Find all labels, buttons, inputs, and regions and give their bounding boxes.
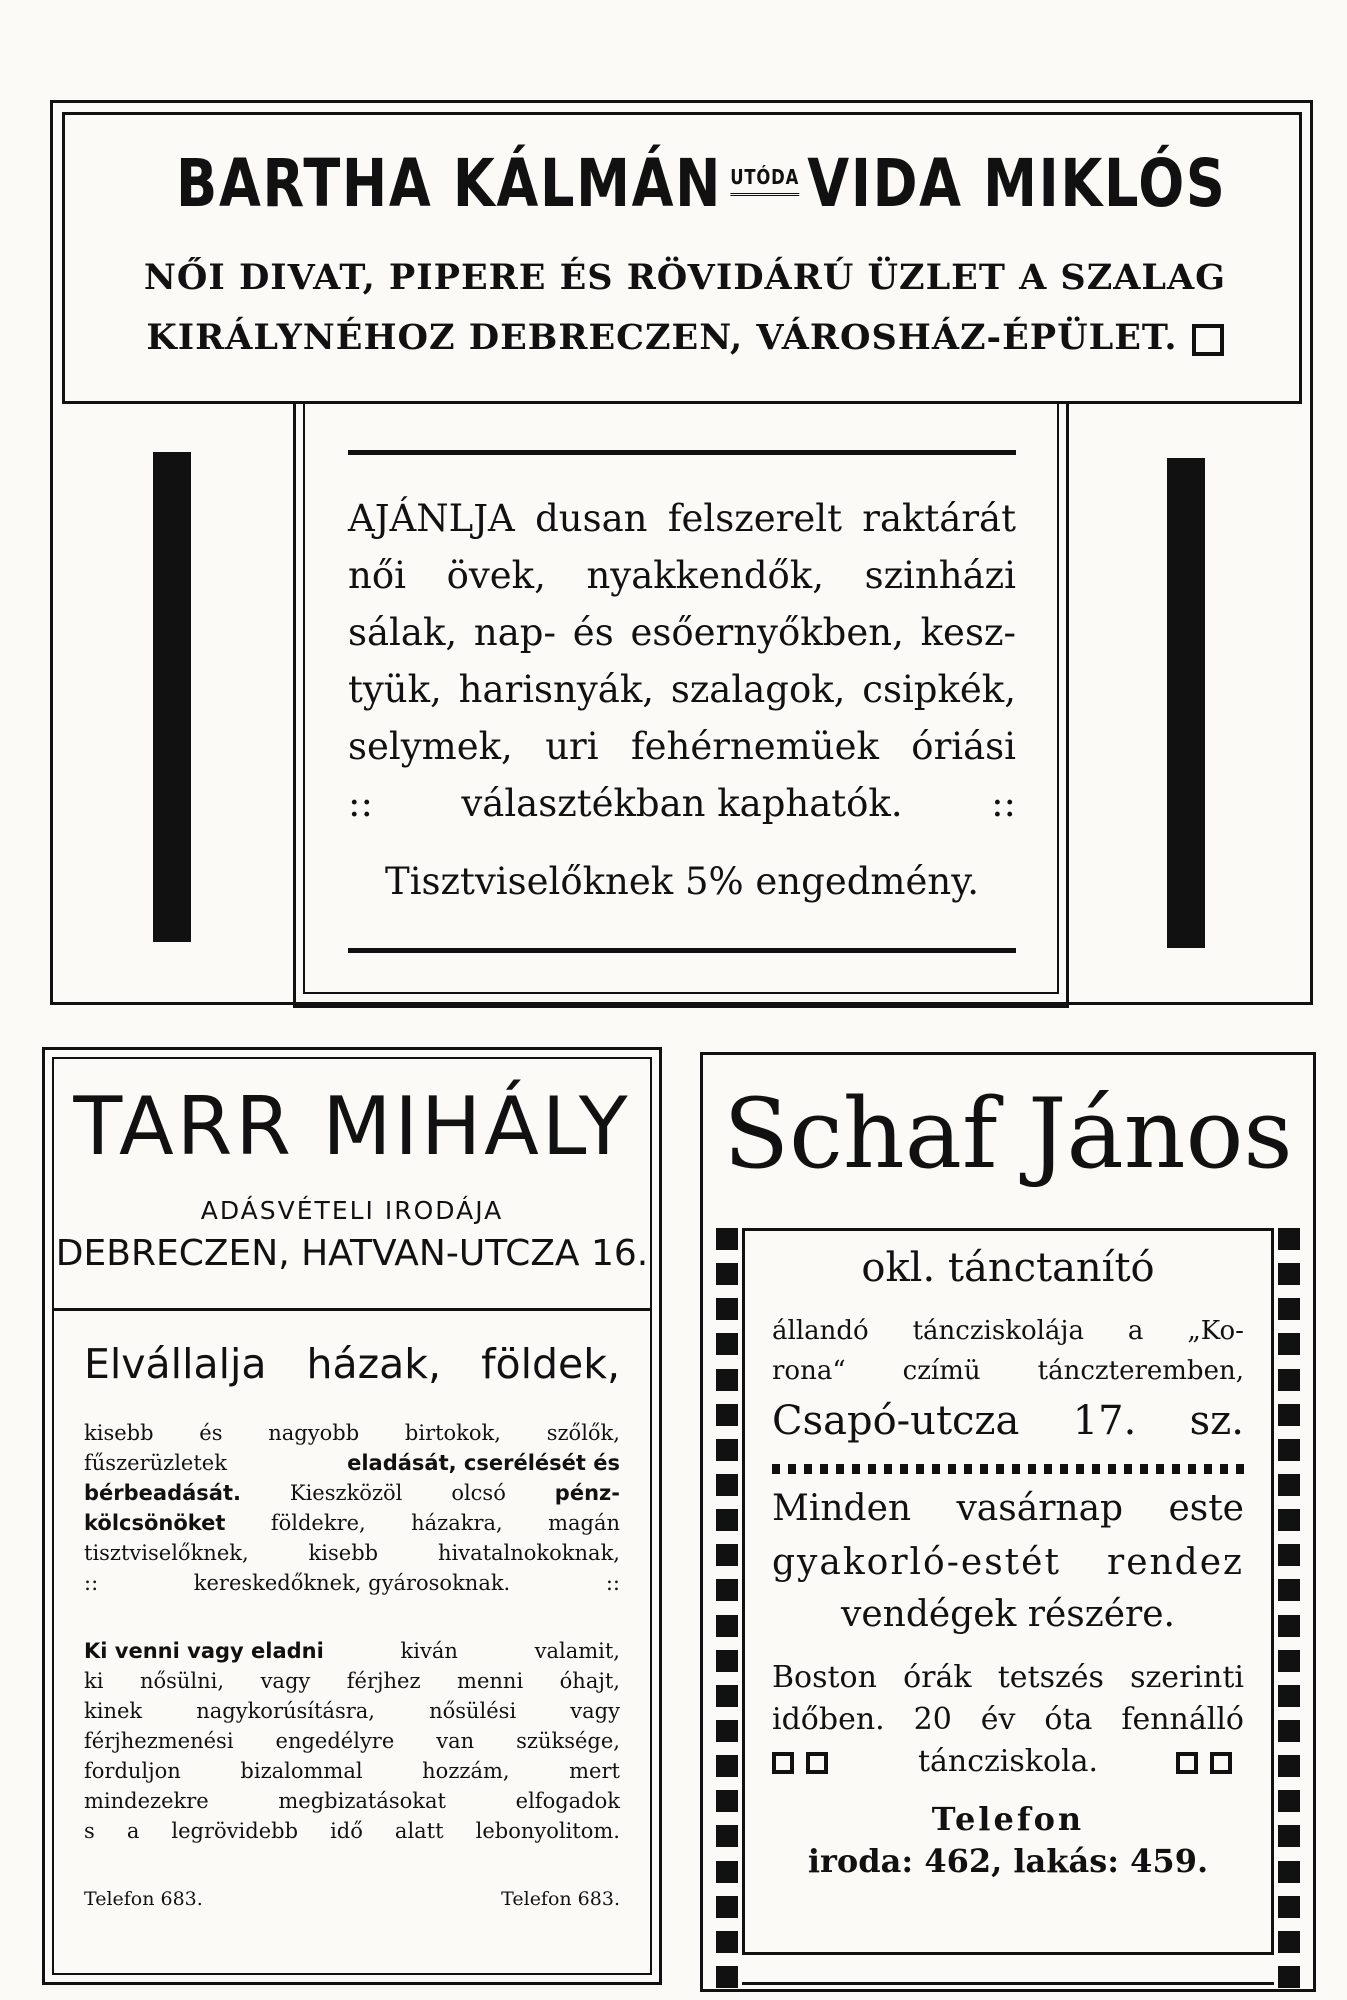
black-square-icon: [716, 1896, 738, 1918]
tarr-subtitle: ADÁSVÉTELI IRODÁJA: [200, 1196, 504, 1225]
black-square-icon: [716, 1474, 738, 1496]
schaf-title: Schaf János: [723, 1078, 1293, 1190]
black-square-icon: [1278, 1790, 1300, 1812]
shop-subtitle-line2: [115, 317, 1255, 358]
schaf-street: Csapó-utcza 17. sz.: [772, 1398, 1244, 1444]
name-left: BARTHA KÁLMÁN: [176, 145, 723, 222]
black-square-icon: [716, 1720, 738, 1742]
square-pair-icon: [1176, 1744, 1244, 1779]
black-square-icon: [716, 1439, 738, 1461]
square-pair-icon: [772, 1744, 840, 1779]
block-column-right: [1274, 1228, 1304, 1988]
name-right: VIDA MIKLÓS: [807, 145, 1227, 222]
discount-note: Tisztviselőknek 5% engedmény.: [385, 860, 979, 903]
black-square-icon: [1278, 1228, 1300, 1250]
schaf-sunday-1: Minden vasárnap este: [772, 1488, 1244, 1529]
black-square-icon: [1278, 1615, 1300, 1637]
text-line: Ki venni vagy eladni kiván valamit,: [84, 1639, 620, 1663]
black-square-icon: [716, 1579, 738, 1601]
offer-line: :: választékban kaphatók. ::: [348, 782, 1016, 825]
schaf-phone-label: Telefon: [931, 1800, 1085, 1838]
black-square-icon: [1278, 1861, 1300, 1883]
schaf-boston-3: táncziskola.: [772, 1744, 1244, 1779]
black-square-icon: [1278, 1333, 1300, 1355]
schaf-phone-numbers: iroda: 462, lakás: 459.: [807, 1842, 1209, 1880]
dotted-divider: [772, 1464, 1244, 1474]
tarr-title: TARR MIHÁLY: [73, 1080, 631, 1173]
text-line: :: kereskedőknek, gyárosoknak. ::: [84, 1571, 620, 1595]
black-square-icon: [1278, 1685, 1300, 1707]
black-square-icon: [1278, 1579, 1300, 1601]
black-square-icon: [1278, 1263, 1300, 1285]
offer-line: sálak, nap- és esőernyőkben, kesz-: [348, 611, 1016, 654]
black-square-icon: [1278, 1298, 1300, 1320]
tarr-paragraph-1: [84, 1418, 620, 1598]
offer-rule-bottom: [348, 948, 1016, 953]
black-square-icon: [716, 1685, 738, 1707]
black-square-icon: [1278, 1544, 1300, 1566]
text-line: ki nősülni, vagy férjhez menni óhajt,: [84, 1669, 620, 1693]
black-square-icon: [716, 1755, 738, 1777]
text-line: tisztviselőknek, kisebb hivatalnokoknak,: [84, 1541, 620, 1565]
offer-line: női övek, nyakkendők, szinházi: [348, 554, 1016, 597]
text-line: fűszerüzletek eladását, cserélését és: [84, 1451, 620, 1475]
schaf-sunday-2: gyakorló-estét rendez: [772, 1542, 1244, 1583]
shop-subtitle-line1: NŐI DIVAT, PIPERE ÉS RÖVIDÁRÚ ÜZLET A SZALAG: [143, 257, 1227, 298]
black-square-icon: [1278, 1825, 1300, 1847]
black-square-icon: [716, 1650, 738, 1672]
text-line: mindezekre megbizatásokat elfogadok: [84, 1789, 620, 1813]
phone-right: Telefon 683.: [501, 1888, 620, 1910]
black-square-icon: [1278, 1404, 1300, 1426]
black-square-icon: [1278, 1369, 1300, 1391]
successor-label: UTÓDA: [730, 167, 799, 196]
black-square-icon: [716, 1790, 738, 1812]
black-square-icon: [1278, 1720, 1300, 1742]
text-line: bérbeadását. Kieszközöl olcsó pénz-: [84, 1481, 620, 1505]
black-square-icon: [1278, 1650, 1300, 1672]
offer-line: tyük, harisnyák, szalagok, csipkék,: [348, 668, 1016, 711]
black-bar-right: [1167, 458, 1205, 948]
offer-rule-top: [348, 450, 1016, 455]
black-square-icon: [716, 1966, 738, 1988]
text-line: kisebb és nagyobb birtokok, szőlők,: [84, 1421, 620, 1445]
schaf-line-1: állandó táncziskolája a „Ko-: [772, 1316, 1244, 1346]
black-square-icon: [716, 1298, 738, 1320]
text-line: s a legrövidebb idő alatt lebonyolitom.: [84, 1819, 620, 1843]
tarr-paragraph-2: [84, 1636, 620, 1846]
block-column-left: [712, 1228, 742, 1988]
black-square-icon: [716, 1825, 738, 1847]
shop-subtitle-line2-text: KIRÁLYNÉHOZ DEBRECZEN, VÁROSHÁZ-ÉPÜLET.: [146, 317, 1178, 358]
black-square-icon: [716, 1369, 738, 1391]
black-square-icon: [1278, 1509, 1300, 1531]
black-square-icon: [1278, 1931, 1300, 1953]
black-square-icon: [1278, 1474, 1300, 1496]
black-square-icon: [1278, 1439, 1300, 1461]
tarr-headline: Elvállalja házak, földek,: [84, 1340, 620, 1388]
phone-left: Telefon 683.: [84, 1888, 203, 1910]
black-square-icon: [716, 1333, 738, 1355]
tarr-phone-row: [84, 1888, 620, 1910]
black-square-icon: [716, 1509, 738, 1531]
black-square-icon: [716, 1861, 738, 1883]
black-square-icon: [716, 1263, 738, 1285]
black-square-icon: [716, 1228, 738, 1250]
offer-text: [348, 490, 1016, 832]
schaf-line-2: rona“ czímü tánczteremben,: [772, 1356, 1244, 1386]
bartha-vida-header: [62, 112, 1302, 404]
offer-line: AJÁNLJA dusan felszerelt raktárát: [348, 497, 1016, 540]
black-square-icon: [716, 1544, 738, 1566]
shop-title: [176, 145, 1227, 222]
black-square-icon: [716, 1404, 738, 1426]
text-line: kinek nagykorúsításra, nősülési vagy: [84, 1699, 620, 1723]
black-square-icon: [1278, 1966, 1300, 1988]
black-square-icon: [716, 1931, 738, 1953]
schaf-bottom-rule: [742, 1982, 1274, 1985]
schaf-boston-2: időben. 20 év óta fennálló: [772, 1702, 1244, 1737]
schaf-boston-1: Boston órák tetszés szerinti: [772, 1660, 1244, 1695]
offer-line: selymek, uri fehérnemüek óriási: [348, 725, 1016, 768]
black-bar-left: [153, 452, 191, 942]
text-line: forduljon bizalommal hozzám, mert: [84, 1759, 620, 1783]
black-square-icon: [1278, 1896, 1300, 1918]
black-square-icon: [1278, 1755, 1300, 1777]
schaf-profession: okl. tánctanító: [861, 1245, 1155, 1291]
text-line: férjhezmenési engedélyre van szüksége,: [84, 1729, 620, 1753]
tarr-address: DEBRECZEN, HATVAN-UTCZA 16.: [55, 1233, 649, 1274]
tarr-divider: [52, 1308, 652, 1311]
square-ornament-icon: [1192, 324, 1224, 356]
schaf-sunday-3: vendégek részére.: [840, 1594, 1175, 1635]
text-line: kölcsönöket földekre, házakra, magán: [84, 1511, 620, 1535]
black-square-icon: [716, 1615, 738, 1637]
